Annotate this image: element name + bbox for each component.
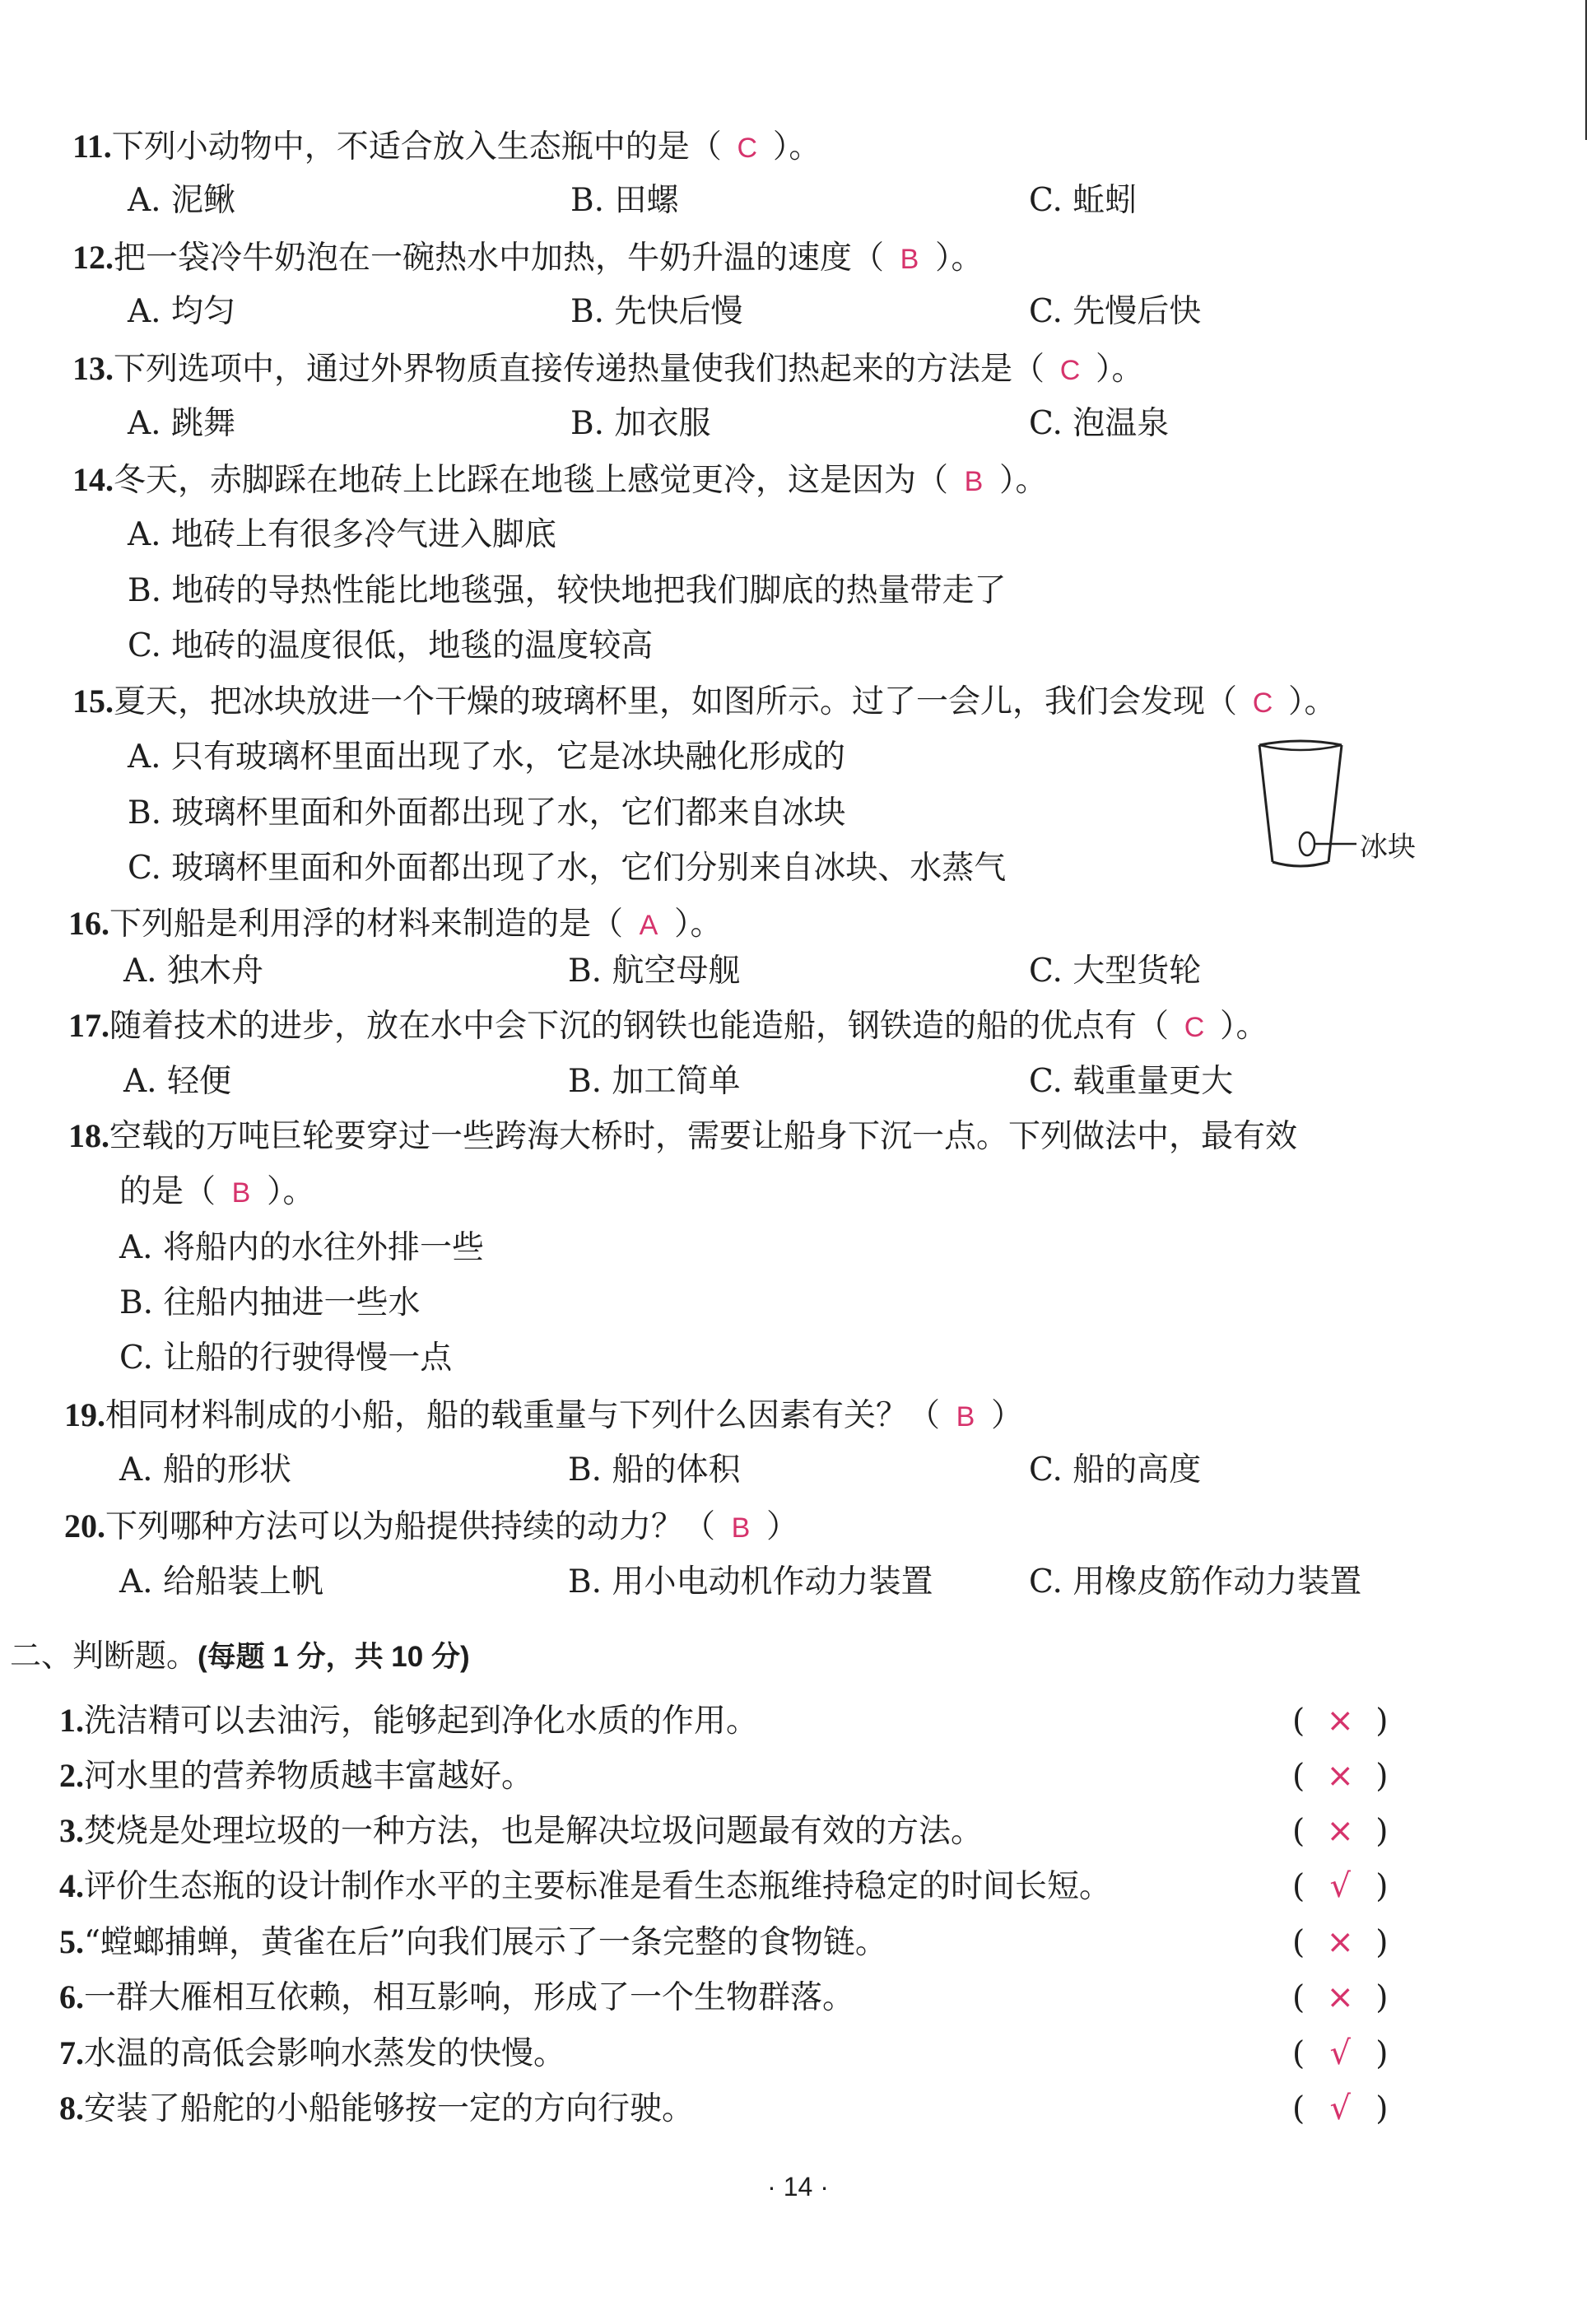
question-18: 18.空载的万吨巨轮要穿过一些跨海大桥时，需要让船身下沉一点。下列做法中，最有效: [68, 1117, 1298, 1155]
question-15: 15.夏天，把冰块放进一个干燥的玻璃杯里，如图所示。过了一会儿，我们会发现（ C ）。: [72, 680, 1337, 725]
tf-answer-6: ( × ): [1292, 1976, 1388, 2020]
option-b: B. 往船内抽进一些水: [119, 1284, 421, 1321]
question-16: 16.下列船是利用浮的材料来制造的是（ A ）。: [68, 902, 723, 947]
tf-answer-5: ( × ): [1292, 1921, 1388, 1964]
option-a: A. 跳舞: [128, 405, 235, 442]
option-b: B. 先快后慢: [570, 293, 743, 330]
tf-item-2: 2.河水里的营养物质越丰富越好。: [59, 1757, 534, 1795]
tf-answer-4: ( √ ): [1292, 1865, 1388, 1908]
option-b: B. 玻璃杯里面和外面都出现了水，它们都来自冰块: [128, 794, 846, 832]
option-b: B. 用小电动机作动力装置: [568, 1563, 933, 1600]
option-a: A. 给船装上帆: [119, 1563, 323, 1600]
answer-mark: C: [737, 133, 758, 164]
check-mark: √: [1329, 2034, 1351, 2072]
question-13: 13.下列选项中，通过外界物质直接传递热量使我们热起来的方法是（ C ）。: [72, 347, 1144, 392]
tf-item-4: 4.评价生态瓶的设计制作水平的主要标准是看生态瓶维持稳定的时间长短。: [59, 1867, 1112, 1905]
question-12: 12.把一袋冷牛奶泡在一碗热水中加热，牛奶升温的速度（ B ）。: [72, 236, 984, 281]
answer-mark: B: [731, 1512, 751, 1544]
tf-item-7: 7.水温的高低会影响水蒸发的快慢。: [59, 2034, 566, 2072]
answer-mark: B: [964, 466, 984, 497]
tf-answer-7: ( √ ): [1292, 2032, 1388, 2076]
answer-mark: A: [639, 910, 658, 941]
question-14: 14.冬天，赤脚踩在地砖上比踩在地毯上感觉更冷，这是因为（ B ）。: [72, 459, 1048, 503]
option-c: C. 先慢后快: [1029, 293, 1202, 330]
option-b: B. 航空母舰: [568, 953, 741, 990]
tf-item-8: 8.安装了船舵的小船能够按一定的方向行驶。: [59, 2090, 695, 2127]
answer-mark: B: [231, 1177, 251, 1209]
page-number: · 14 ·: [767, 2172, 829, 2201]
cross-mark: ×: [1326, 1702, 1354, 1740]
ice-label: 冰块: [1360, 831, 1416, 864]
option-a: A. 均匀: [128, 293, 235, 330]
check-mark: √: [1329, 1867, 1351, 1905]
question-18-cont: 的是（ B ）。: [119, 1171, 315, 1214]
option-b: B. 加衣服: [570, 405, 711, 442]
question-20: 20.下列哪种方法可以为船提供持续的动力？（ B ）: [64, 1505, 798, 1549]
option-a: A. 独木舟: [123, 953, 263, 990]
answer-mark: C: [1252, 687, 1273, 719]
option-c: C. 大型货轮: [1029, 953, 1202, 990]
tf-item-3: 3.焚烧是处理垃圾的一种方法，也是解决垃圾问题最有效的方法。: [59, 1812, 984, 1850]
tf-answer-1: ( × ): [1292, 1699, 1388, 1743]
option-c: C. 让船的行驶得慢一点: [119, 1340, 453, 1377]
option-b: B. 船的体积: [568, 1451, 741, 1489]
tf-answer-8: ( √ ): [1292, 2087, 1388, 2131]
option-b: B. 加工简单: [568, 1063, 741, 1100]
cross-mark: ×: [1326, 1923, 1354, 1961]
answer-mark: C: [1059, 355, 1081, 386]
option-b: B. 田螺: [570, 182, 679, 219]
check-mark: √: [1329, 2090, 1351, 2127]
cross-mark: ×: [1326, 1978, 1354, 2016]
tf-answer-2: ( × ): [1292, 1754, 1388, 1798]
option-a: A. 地砖上有很多冷气进入脚底: [128, 516, 556, 553]
option-c: C. 泡温泉: [1029, 405, 1170, 442]
tf-item-6: 6.一群大雁相互依赖，相互影响，形成了一个生物群落。: [59, 1978, 855, 2016]
option-b: B. 地砖的导热性能比地毯强，较快地把我们脚底的热量带走了: [128, 572, 1007, 609]
option-a: A. 将船内的水往外排一些: [119, 1229, 484, 1266]
question-17: 17.随着技术的进步，放在水中会下沉的钢铁也能造船，钢铁造的船的优点有（ C ）。: [68, 1004, 1268, 1049]
option-a: A. 船的形状: [119, 1451, 291, 1489]
cross-mark: ×: [1326, 1757, 1354, 1795]
tf-item-1: 1.洗洁精可以去油污，能够起到净化水质的作用。: [59, 1702, 759, 1740]
option-c: C. 船的高度: [1029, 1451, 1202, 1489]
page-edge-line: [1585, 0, 1587, 140]
option-c: C. 用橡皮筋作动力装置: [1029, 1563, 1362, 1600]
answer-mark: C: [1184, 1012, 1205, 1043]
cross-mark: ×: [1326, 1812, 1354, 1850]
question-19: 19.相同材料制成的小船，船的载重量与下列什么因素有关？（ B ）: [64, 1394, 1023, 1438]
option-a: A. 只有玻璃杯里面出现了水，它是冰块融化形成的: [128, 738, 845, 776]
option-a: A. 泥鳅: [128, 182, 235, 219]
option-a: A. 轻便: [123, 1063, 231, 1100]
option-c: C. 载重量更大: [1029, 1063, 1234, 1100]
answer-mark: B: [956, 1401, 975, 1433]
question-11: 11.下列小动物中，不适合放入生态瓶中的是（ C ）。: [72, 125, 821, 170]
answer-mark: B: [900, 244, 919, 275]
tf-item-5: 5.“螳螂捕蝉，黄雀在后”向我们展示了一条完整的食物链。: [59, 1923, 887, 1961]
option-c: C. 蚯蚓: [1029, 182, 1138, 219]
option-c: C. 玻璃杯里面和外面都出现了水，它们分别来自冰块、水蒸气: [128, 850, 1007, 887]
section-heading: 二、判断题。(每题 1 分，共 10 分): [10, 1638, 470, 1674]
option-c: C. 地砖的温度很低，地毯的温度较高: [128, 627, 654, 664]
tf-answer-3: ( × ): [1292, 1810, 1388, 1853]
